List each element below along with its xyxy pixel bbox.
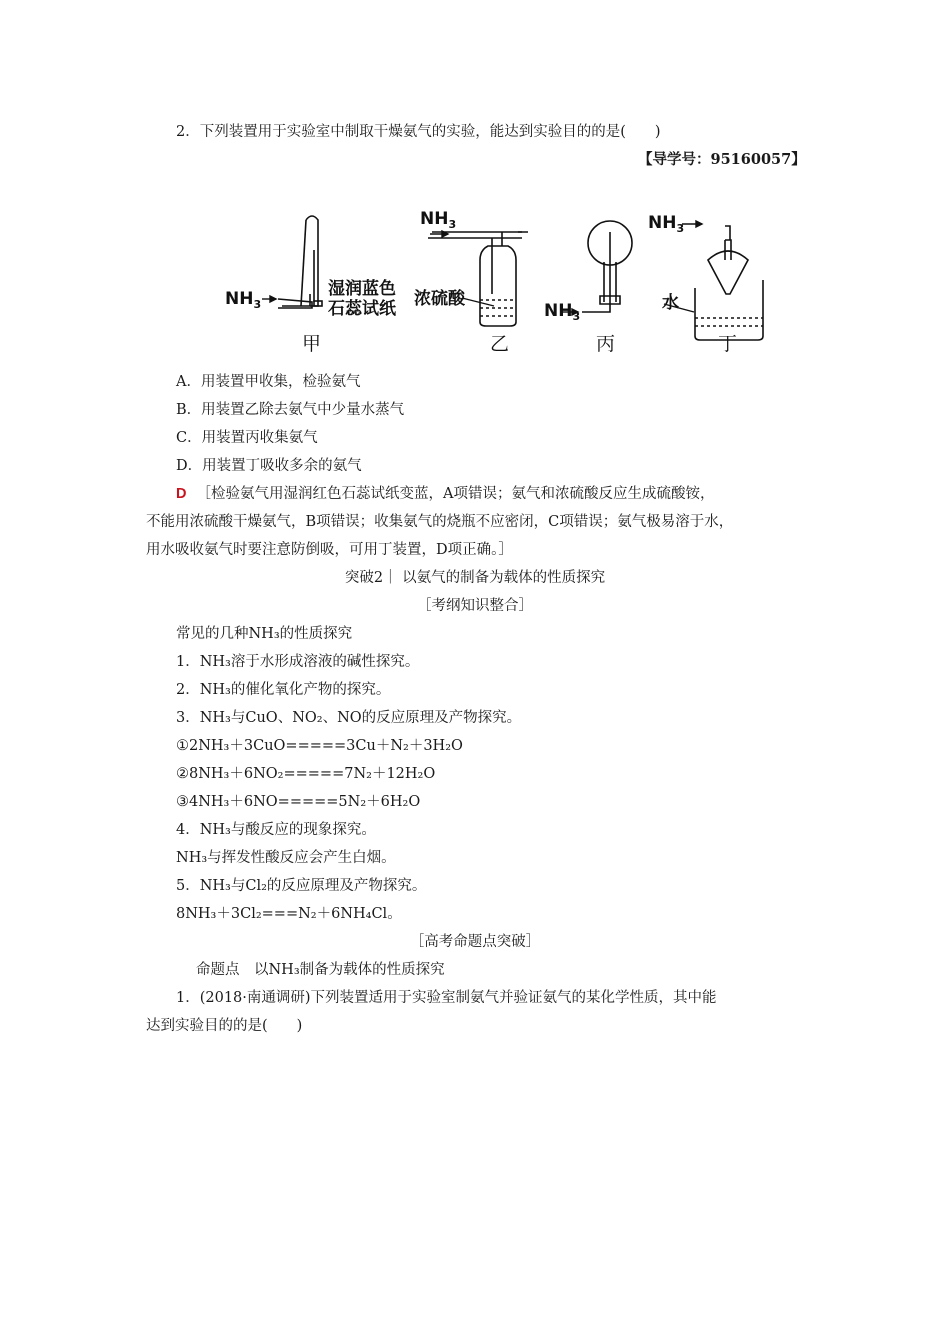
option-a: A．用装置甲收集，检验氨气	[176, 374, 361, 390]
bottle-yi	[480, 246, 516, 326]
item-4: 4．NH₃与酸反应的现象探究。	[176, 822, 376, 838]
caption-ding: 丁	[718, 333, 738, 355]
apparatus-figure	[218, 198, 778, 358]
nh3-label-yi: $NH_3$	[420, 209, 457, 231]
section-subtitle: ［考纲知识整合］	[417, 598, 533, 614]
acid-label: 浓硫酸	[414, 289, 465, 309]
nh3-label-bing: $NH_3$	[544, 301, 581, 323]
answer-line-2: 不能用浓硫酸干燥氨气，B项错误；收集氨气的烧瓶不应密闭，C项错误；氨气极易溶于水，	[146, 514, 734, 530]
section-title: 突破2｜ 以氨气的制备为载体的性质探究	[344, 570, 606, 586]
nh3-label-ding: $NH_3$	[648, 213, 685, 235]
item-3: 3．NH₃与CuO、NO₂、NO的反应原理及产物探究。	[176, 710, 522, 726]
item-5-equation: 8NH₃＋3Cl₂===N₂＋6NH₄Cl。	[176, 906, 402, 922]
exam-subtitle: ［高考命题点突破］	[409, 934, 541, 950]
caption-bing: 丙	[596, 333, 616, 355]
item-1: 1．NH₃溶于水形成溶液的碱性探究。	[176, 654, 420, 670]
answer-line-1: D ［检验氨气用湿润红色石蕊试纸变蓝，A项错误；氨气和浓硫酸反应生成硫酸铵，	[176, 486, 715, 502]
section-intro: 常见的几种NH₃的性质探究	[176, 626, 353, 642]
option-b: B．用装置乙除去氨气中少量水蒸气	[176, 402, 405, 418]
test-tube-jia	[306, 216, 318, 306]
item-5: 5．NH₃与Cl₂的反应原理及产物探究。	[176, 878, 427, 894]
equation-3: ③4NH₃＋6NO=====5N₂＋6H₂O	[176, 794, 421, 810]
option-d: D．用装置丁吸收多余的氨气	[176, 458, 362, 474]
item-4-detail: NH₃与挥发性酸反应会产生白烟。	[176, 850, 396, 866]
caption-yi: 乙	[490, 333, 510, 355]
water-label: 水	[662, 293, 679, 313]
exam-point: 命题点 以NH₃制备为载体的性质探究	[196, 962, 445, 978]
exam-question-1-line-1: 1．(2018·南通调研)下列装置适用于实验室制氨气并验证氨气的某化学性质，其中能	[176, 990, 717, 1006]
nh3-label-jia: $NH_3$	[225, 289, 262, 311]
option-c: C．用装置丙收集氨气	[176, 430, 318, 446]
beaker-ding	[695, 280, 763, 340]
litmus-label-1: 湿润蓝色	[328, 279, 396, 299]
equation-1: ①2NH₃＋3CuO=====3Cu＋N₂＋3H₂O	[176, 738, 463, 754]
guide-number: 【导学号：95160057】	[638, 151, 806, 168]
item-2: 2．NH₃的催化氧化产物的探究。	[176, 682, 391, 698]
caption-jia: 甲	[302, 333, 322, 355]
equation-2: ②8NH₃＋6NO₂=====7N₂＋12H₂O	[176, 766, 436, 782]
litmus-label-2: 石蕊试纸	[328, 299, 396, 319]
exam-question-1-line-2: 达到实验目的的是( )	[146, 1018, 303, 1034]
question-2-stem: 2．下列装置用于实验室中制取干燥氨气的实验，能达到实验目的的是( )	[176, 124, 661, 140]
answer-letter: D	[176, 486, 187, 502]
answer-line-3: 用水吸收氨气时要注意防倒吸，可用丁装置，D项正确。］	[146, 542, 513, 558]
